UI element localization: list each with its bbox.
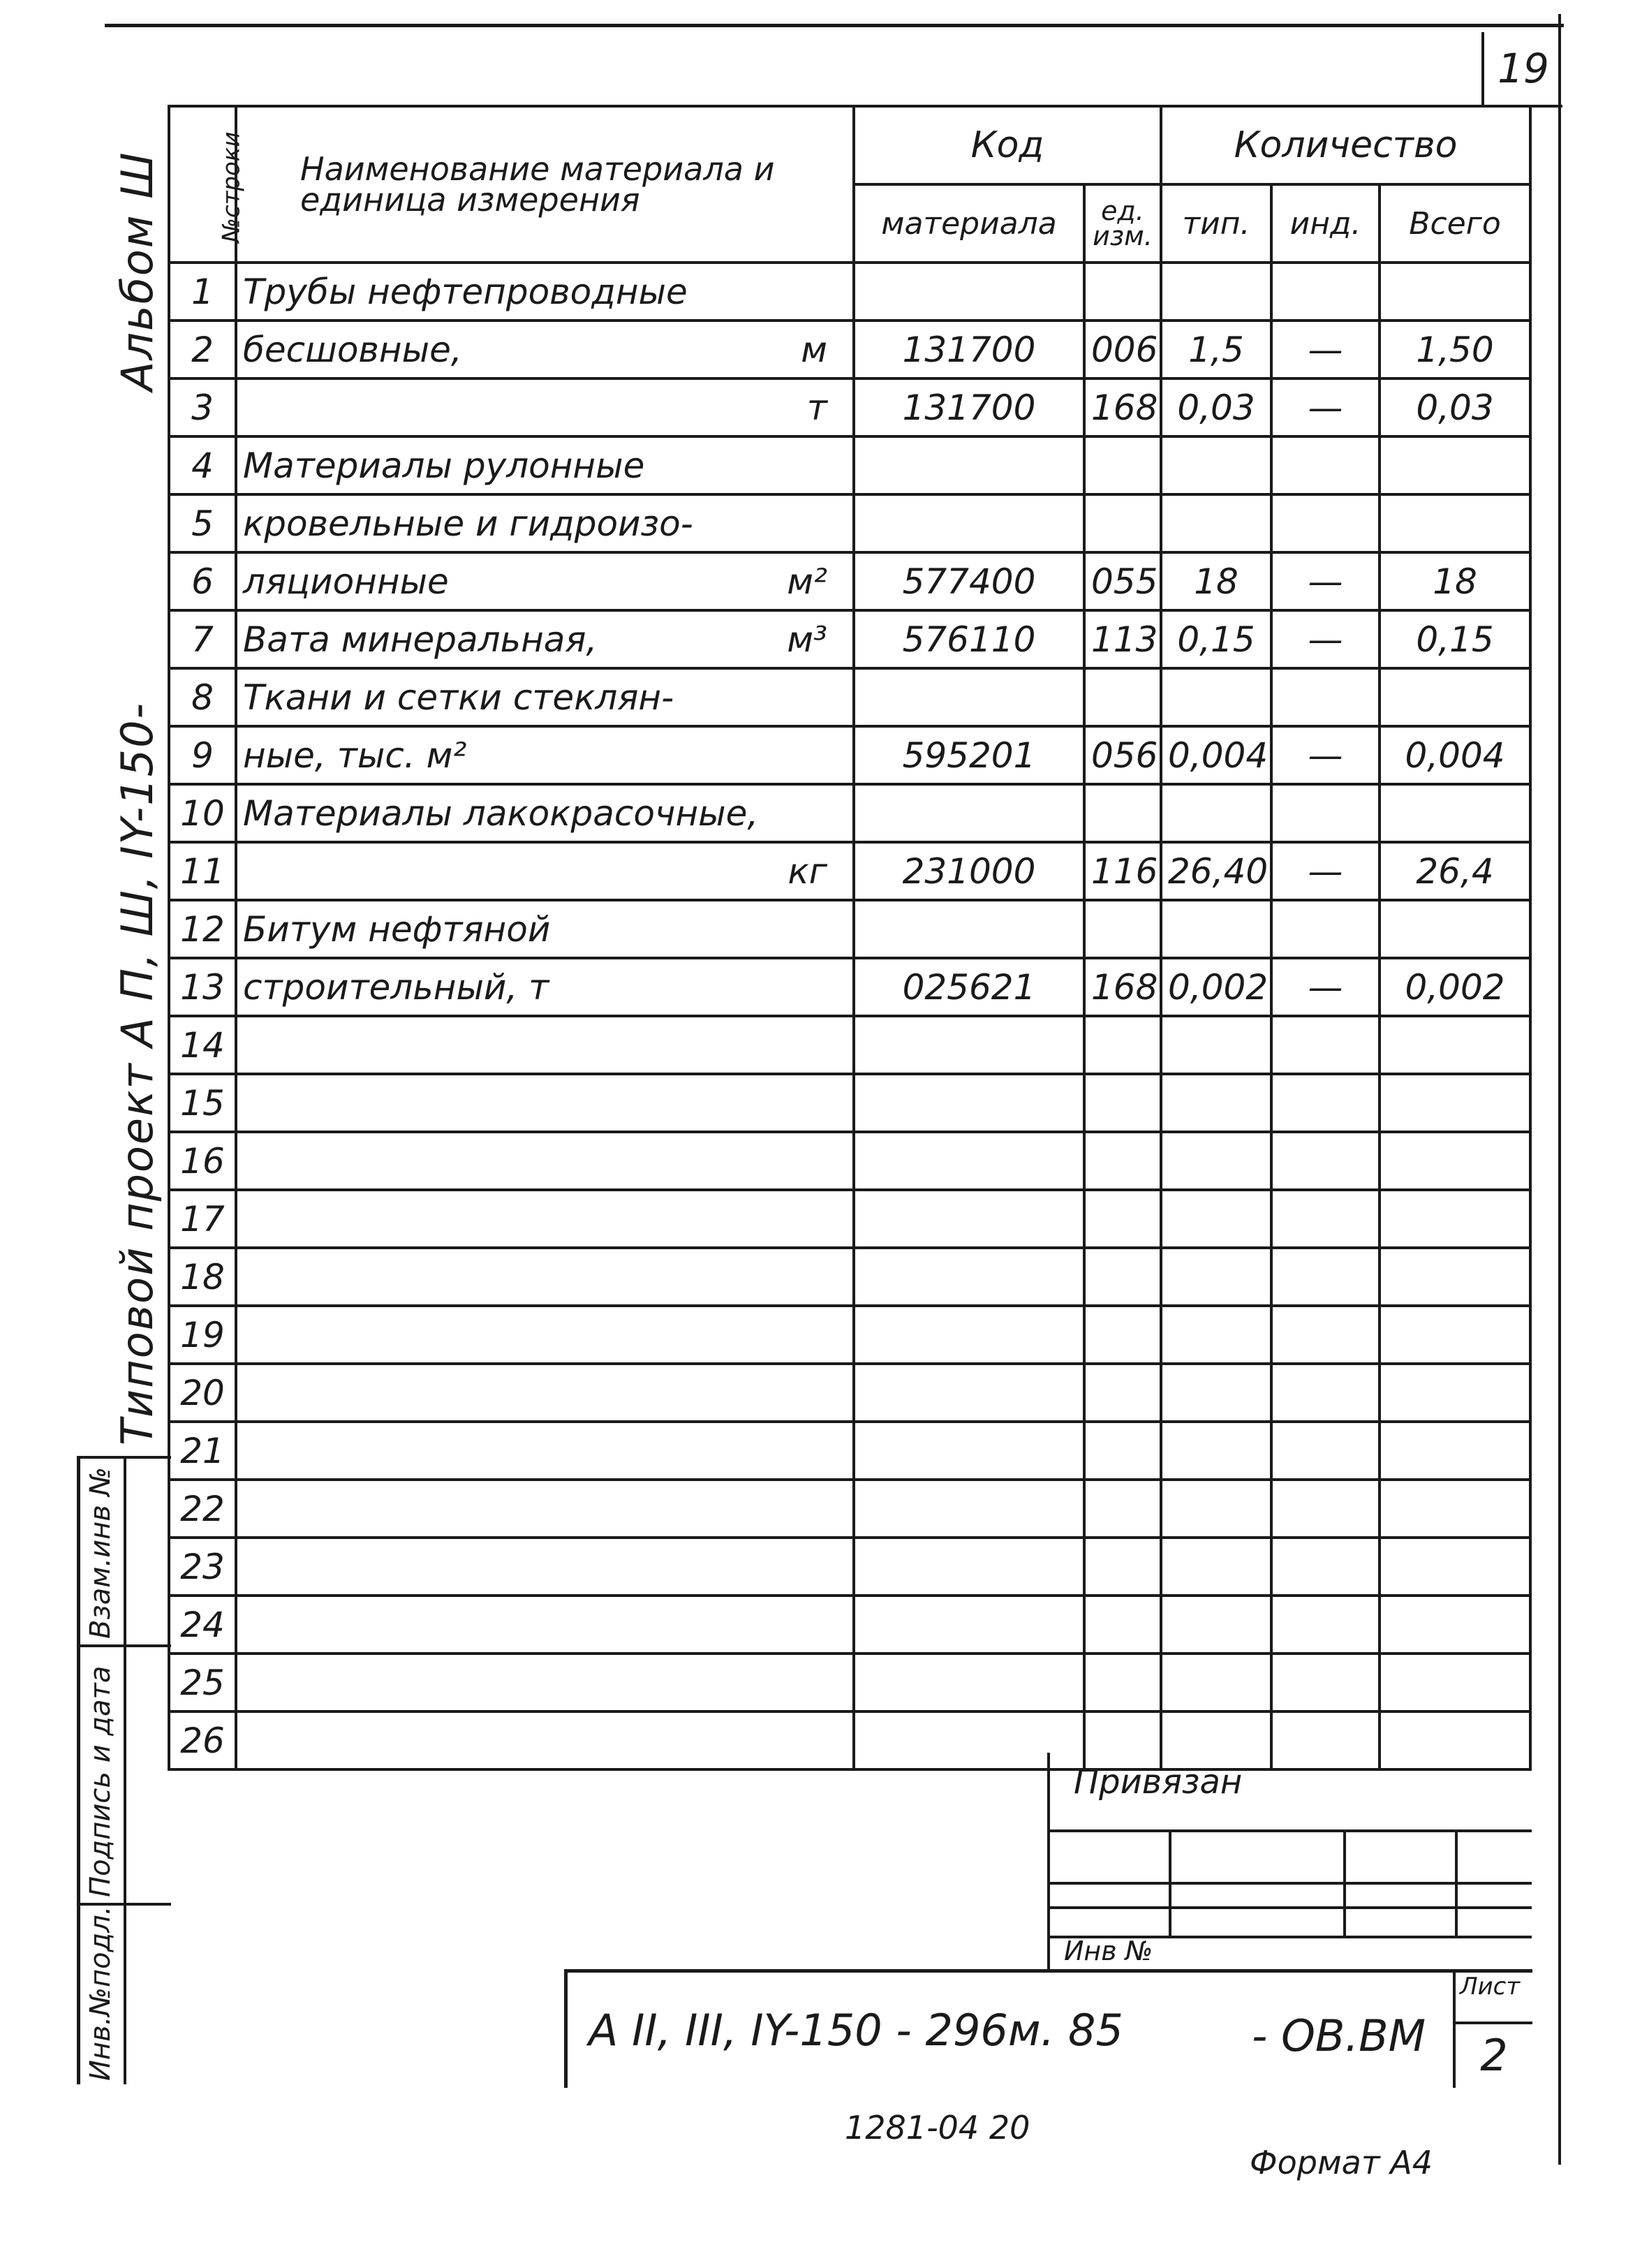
row-number: 8 [169, 668, 236, 726]
material-name [236, 668, 854, 726]
qty-individual [1271, 494, 1380, 552]
qty-typical: 18 [1161, 552, 1271, 610]
unit-code [1084, 494, 1161, 552]
material-code [854, 1132, 1084, 1190]
table-row [169, 1190, 1530, 1248]
qty-typical [1161, 1016, 1271, 1074]
privyazan-line [1050, 1906, 1532, 1909]
sheet-label: Лист [1460, 1973, 1521, 2001]
row-number: 16 [169, 1132, 236, 1190]
material-code: 025621 [854, 958, 1084, 1016]
header-code-group: Код [854, 106, 1161, 184]
qty-typical [1161, 1364, 1271, 1422]
qty-individual [1271, 900, 1380, 958]
material-name-text: бесшовные, [243, 329, 462, 370]
qty-typical [1161, 900, 1271, 958]
material-name [236, 436, 854, 494]
privyazan-line [1050, 1882, 1532, 1885]
unit-code: 116 [1084, 842, 1161, 900]
material-name-text: Трубы нефтепроводные [243, 271, 688, 312]
material-name-text: строительный, т [243, 966, 549, 1008]
table-row [169, 1654, 1530, 1711]
table-row [169, 668, 1530, 726]
row-number: 17 [169, 1190, 236, 1248]
row-number: 6 [169, 552, 236, 610]
material-name-text: Битум нефтяной [243, 908, 551, 950]
unit-code [1084, 668, 1161, 726]
material-code: 231000 [854, 842, 1084, 900]
row-number: 5 [169, 494, 236, 552]
material-code [854, 494, 1084, 552]
table-row [169, 1422, 1530, 1480]
privyazan-vline [1169, 1829, 1171, 1936]
qty-individual [1271, 1306, 1380, 1364]
table-row [169, 842, 1530, 900]
qty-total [1380, 1596, 1530, 1654]
qty-individual [1271, 1364, 1380, 1422]
unit-code: 055 [1084, 552, 1161, 610]
qty-individual [1271, 784, 1380, 842]
qty-individual [1271, 263, 1380, 321]
row-number: 23 [169, 1538, 236, 1596]
material-code [854, 1016, 1084, 1074]
qty-total: 0,03 [1380, 378, 1530, 436]
qty-typical: 0,002 [1161, 958, 1271, 1016]
table-row [169, 378, 1530, 436]
table-row [169, 1480, 1530, 1538]
qty-typical [1161, 1190, 1271, 1248]
qty-total [1380, 1538, 1530, 1596]
privyazan-block [1047, 1753, 1532, 1969]
qty-typical [1161, 1480, 1271, 1538]
unit-code: 056 [1084, 726, 1161, 784]
table-row [169, 1016, 1530, 1074]
qty-individual [1271, 1132, 1380, 1190]
table-row [169, 436, 1530, 494]
material-code: 131700 [854, 321, 1084, 378]
qty-typical [1161, 436, 1271, 494]
material-name-text: Материалы рулонные [243, 445, 645, 486]
material-name [236, 958, 854, 1016]
row-number: 10 [169, 784, 236, 842]
qty-total [1380, 1132, 1530, 1190]
material-unit: т [806, 387, 827, 428]
header-code-material: материала [854, 184, 1084, 263]
material-name [236, 1190, 854, 1248]
right-margin-rule [1558, 14, 1561, 2165]
row-number: 1 [169, 263, 236, 321]
privyazan-vline [1343, 1829, 1346, 1936]
qty-individual [1271, 1422, 1380, 1480]
title-stamp [564, 1969, 1532, 2088]
qty-typical [1161, 1654, 1271, 1711]
qty-total: 0,15 [1380, 610, 1530, 668]
row-number: 12 [169, 900, 236, 958]
materials-table [168, 105, 1532, 1771]
unit-code: 168 [1084, 958, 1161, 1016]
qty-total: 26,4 [1380, 842, 1530, 900]
material-code [854, 263, 1084, 321]
strip-divider [124, 1456, 126, 2084]
material-name [236, 1654, 854, 1711]
table-row [169, 610, 1530, 668]
qty-total [1380, 1190, 1530, 1248]
unit-code [1084, 1364, 1161, 1422]
material-name [236, 610, 854, 668]
qty-total [1380, 1480, 1530, 1538]
sheet-number: 2 [1456, 2022, 1532, 2081]
material-name [236, 1306, 854, 1364]
table-row [169, 321, 1530, 378]
material-name [236, 1016, 854, 1074]
qty-individual [1271, 1074, 1380, 1132]
material-name [236, 1480, 854, 1538]
page-number: 19 [1481, 32, 1562, 108]
qty-individual: — [1271, 610, 1380, 668]
table-row [169, 1596, 1530, 1654]
material-code [854, 1538, 1084, 1596]
material-name [236, 1364, 854, 1422]
qty-typical [1161, 1422, 1271, 1480]
material-name [236, 900, 854, 958]
row-number: 18 [169, 1248, 236, 1306]
material-code [854, 1654, 1084, 1711]
qty-individual [1271, 1248, 1380, 1306]
header-qty-typ: тип. [1161, 184, 1271, 263]
footer-format: Формат А4 [1250, 2144, 1433, 2181]
unit-code [1084, 1422, 1161, 1480]
qty-typical: 0,03 [1161, 378, 1271, 436]
qty-typical [1161, 1248, 1271, 1306]
qty-total [1380, 1422, 1530, 1480]
unit-code [1084, 784, 1161, 842]
material-name [236, 726, 854, 784]
qty-individual [1271, 668, 1380, 726]
header-row-no: №строки [169, 106, 236, 263]
qty-typical [1161, 668, 1271, 726]
material-name [236, 378, 854, 436]
header-name: Наименование материала и единица измерения [236, 106, 854, 263]
qty-typical [1161, 1074, 1271, 1132]
material-name-text: ные, тыс. м² [243, 735, 467, 776]
qty-total: 0,004 [1380, 726, 1530, 784]
row-number: 9 [169, 726, 236, 784]
footer-number: 1281-04 20 [845, 2109, 1030, 2146]
qty-total [1380, 668, 1530, 726]
qty-individual [1271, 1480, 1380, 1538]
unit-code: 113 [1084, 610, 1161, 668]
row-number: 13 [169, 958, 236, 1016]
qty-typical [1161, 1306, 1271, 1364]
privyazan-vline [1455, 1829, 1458, 1936]
material-unit: м² [787, 561, 827, 602]
unit-code [1084, 1074, 1161, 1132]
material-name [236, 494, 854, 552]
document-code-suffix: - ОВ.ВМ [1252, 2010, 1426, 2061]
unit-code [1084, 1538, 1161, 1596]
qty-total [1380, 1654, 1530, 1711]
project-label: Типовой проект А П, Ш, IY-150- [112, 702, 163, 1445]
material-code: 576110 [854, 610, 1084, 668]
material-name [236, 552, 854, 610]
qty-individual [1271, 1596, 1380, 1654]
qty-total [1380, 494, 1530, 552]
material-code [854, 1480, 1084, 1538]
row-number: 7 [169, 610, 236, 668]
qty-typical [1161, 263, 1271, 321]
material-code: 577400 [854, 552, 1084, 610]
table-row [169, 263, 1530, 321]
qty-total [1380, 263, 1530, 321]
unit-code [1084, 1306, 1161, 1364]
unit-code [1084, 1596, 1161, 1654]
qty-typical [1161, 1132, 1271, 1190]
qty-individual: — [1271, 378, 1380, 436]
qty-individual: — [1271, 726, 1380, 784]
unit-code [1084, 1248, 1161, 1306]
inv-no-label: Инв № [1064, 1936, 1153, 1966]
qty-typical [1161, 1596, 1271, 1654]
material-name-text: ляционные [243, 561, 449, 602]
qty-typical [1161, 1538, 1271, 1596]
qty-individual: — [1271, 842, 1380, 900]
header-qty-total: Всего [1380, 184, 1530, 263]
qty-total [1380, 900, 1530, 958]
qty-individual [1271, 436, 1380, 494]
material-code [854, 1248, 1084, 1306]
table-row [169, 958, 1530, 1016]
qty-total [1380, 1074, 1530, 1132]
row-number: 19 [169, 1306, 236, 1364]
table-row [169, 552, 1530, 610]
strip-label-signature: Подпись и дата [84, 1665, 117, 1897]
material-name [236, 784, 854, 842]
table-row [169, 1132, 1530, 1190]
qty-typical: 0,004 [1161, 726, 1271, 784]
row-number: 20 [169, 1364, 236, 1422]
material-name [236, 1422, 854, 1480]
row-number: 2 [169, 321, 236, 378]
strip-label-zam-inv: Взам.инв № [84, 1466, 117, 1639]
qty-typical: 1,5 [1161, 321, 1271, 378]
row-number: 3 [169, 378, 236, 436]
row-number: 4 [169, 436, 236, 494]
qty-total: 0,002 [1380, 958, 1530, 1016]
table-row [169, 1538, 1530, 1596]
qty-typical [1161, 784, 1271, 842]
qty-total [1380, 1364, 1530, 1422]
unit-code [1084, 1016, 1161, 1074]
material-code [854, 1190, 1084, 1248]
material-name [236, 263, 854, 321]
material-name [236, 1248, 854, 1306]
qty-individual: — [1271, 321, 1380, 378]
qty-total [1380, 436, 1530, 494]
material-name [236, 1596, 854, 1654]
table-row [169, 1306, 1530, 1364]
material-code [854, 1074, 1084, 1132]
material-name [236, 842, 854, 900]
unit-code [1084, 263, 1161, 321]
unit-code [1084, 436, 1161, 494]
material-unit: м [801, 329, 827, 370]
qty-total [1380, 1306, 1530, 1364]
qty-typical: 0,15 [1161, 610, 1271, 668]
material-name-text: Ткани и сетки стеклян- [243, 677, 674, 718]
table-row [169, 494, 1530, 552]
qty-individual [1271, 1190, 1380, 1248]
strip-cell-mid [80, 1644, 171, 1647]
strip-cell-low [80, 1903, 171, 1906]
qty-individual [1271, 1538, 1380, 1596]
strip-cell-top [80, 1456, 171, 1459]
material-name-text: кровельные и гидроизо- [243, 503, 693, 544]
table-row [169, 784, 1530, 842]
table-row [169, 1248, 1530, 1306]
table-body [169, 263, 1530, 1769]
unit-code [1084, 1190, 1161, 1248]
unit-code: 006 [1084, 321, 1161, 378]
qty-typical: 26,40 [1161, 842, 1271, 900]
row-number: 15 [169, 1074, 236, 1132]
row-number: 26 [169, 1711, 236, 1769]
unit-code [1084, 1132, 1161, 1190]
material-code [854, 436, 1084, 494]
table-row [169, 1074, 1530, 1132]
qty-individual: — [1271, 958, 1380, 1016]
material-code [854, 1422, 1084, 1480]
material-code [854, 668, 1084, 726]
qty-individual: — [1271, 552, 1380, 610]
approval-strip [77, 1456, 171, 2084]
material-name [236, 1074, 854, 1132]
material-code [854, 1596, 1084, 1654]
privyazan-line [1050, 1829, 1532, 1832]
qty-total [1380, 784, 1530, 842]
qty-total [1380, 1016, 1530, 1074]
row-number: 21 [169, 1422, 236, 1480]
qty-total: 18 [1380, 552, 1530, 610]
table-row [169, 900, 1530, 958]
material-code: 595201 [854, 726, 1084, 784]
header-qty-ind: инд. [1271, 184, 1380, 263]
material-unit: м³ [787, 619, 827, 660]
row-number: 11 [169, 842, 236, 900]
album-label: Альбом Ш [112, 151, 163, 391]
sheet-box [1453, 1973, 1532, 2088]
material-name [236, 1538, 854, 1596]
row-number: 25 [169, 1654, 236, 1711]
table-row [169, 1364, 1530, 1422]
material-code [854, 1364, 1084, 1422]
qty-typical [1161, 494, 1271, 552]
qty-individual [1271, 1654, 1380, 1711]
qty-total: 1,50 [1380, 321, 1530, 378]
table-row [169, 726, 1530, 784]
header-qty-group: Количество [1161, 106, 1530, 184]
unit-code: 168 [1084, 378, 1161, 436]
row-number: 22 [169, 1480, 236, 1538]
material-unit: кг [787, 850, 827, 892]
unit-code [1084, 1654, 1161, 1711]
material-name [236, 1711, 854, 1769]
document-code: А II, III, IY-150 - 296м. 85 [589, 2005, 1123, 2056]
material-code [854, 900, 1084, 958]
top-rule [105, 24, 1564, 27]
material-name [236, 1132, 854, 1190]
row-number: 24 [169, 1596, 236, 1654]
material-name [236, 321, 854, 378]
strip-label-inv-podl: Инв.№подл. [84, 1906, 117, 2081]
material-name-text: Материалы лакокрасочные, [243, 793, 759, 834]
unit-code [1084, 1480, 1161, 1538]
qty-individual [1271, 1016, 1380, 1074]
unit-code [1084, 900, 1161, 958]
material-code [854, 784, 1084, 842]
material-code: 131700 [854, 378, 1084, 436]
qty-total [1380, 1248, 1530, 1306]
header-code-unit: ед. изм. [1084, 184, 1161, 263]
material-code [854, 1306, 1084, 1364]
material-name-text: Вата минеральная, [243, 619, 598, 660]
privyazan-label: Привязан [1074, 1762, 1243, 1802]
row-number: 14 [169, 1016, 236, 1074]
